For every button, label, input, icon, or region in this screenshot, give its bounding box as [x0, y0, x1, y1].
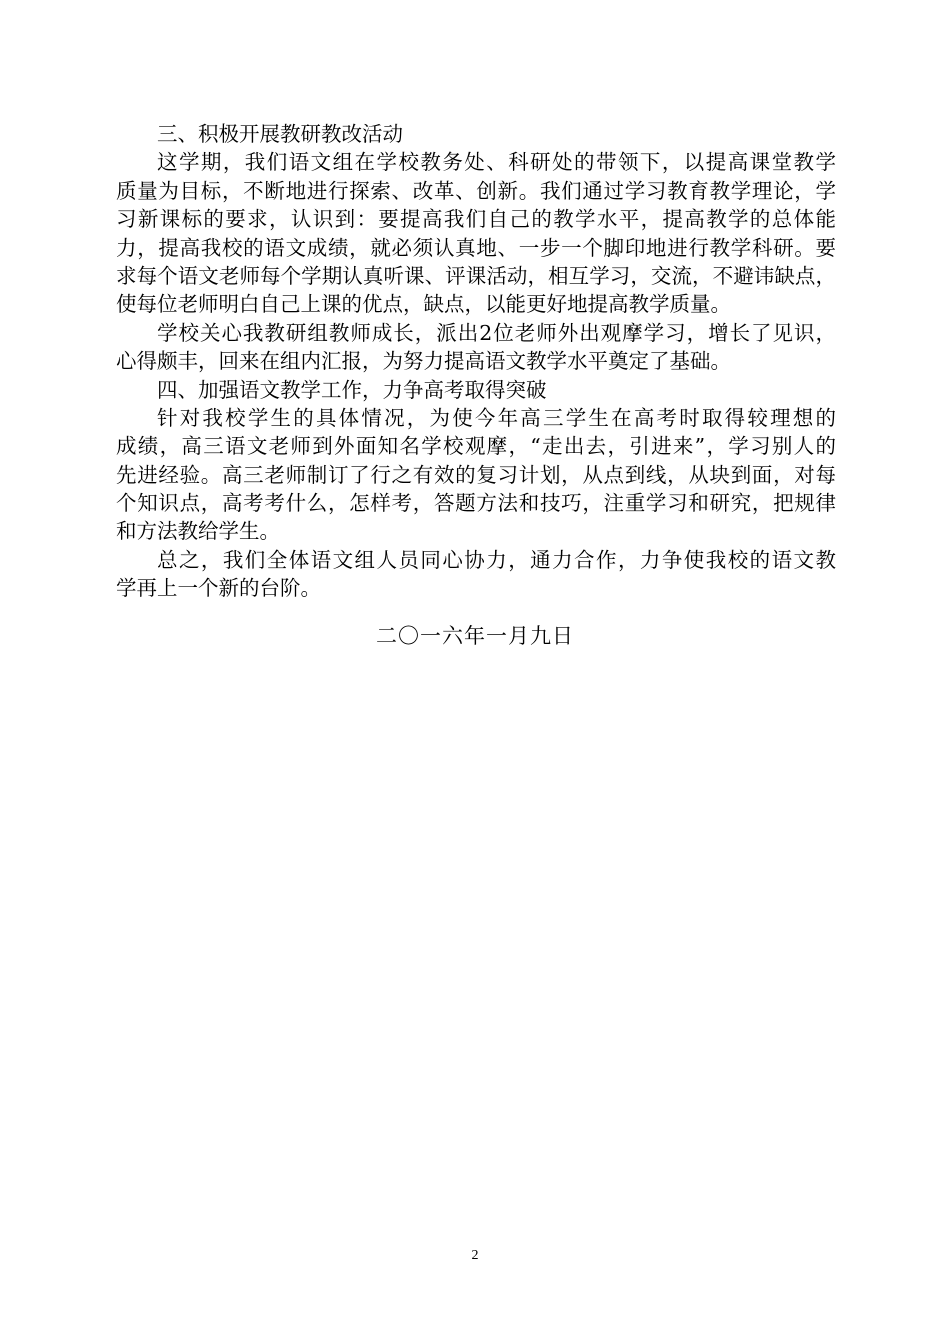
- paragraph-line: 学校关心我教研组教师成长，派出2位老师外出观摩学习，增长了见识，: [157, 320, 836, 345]
- paragraph-line: 先进经验。高三老师制订了行之有效的复习计划，从点到线，从块到面，对每: [116, 462, 836, 487]
- paragraph-line: 习新课标的要求，认识到：要提高我们自己的教学水平，提高教学的总体能: [116, 207, 836, 232]
- document-body: [116, 120, 836, 603]
- document-date: 二〇一六年一月九日: [376, 624, 574, 648]
- paragraph-line: 总之，我们全体语文组人员同心协力，通力合作，力争使我校的语文教: [157, 547, 836, 572]
- paragraph-line: 使每位老师明白自己上课的优点，缺点，以能更好地提高教学质量。: [116, 292, 731, 317]
- section-heading-3: 三、积极开展教研教改活动: [157, 122, 403, 146]
- paragraph-line: 求每个语文老师每个学期认真听课、评课活动，相互学习，交流，不避讳缺点，: [116, 263, 836, 288]
- paragraph-line: 成绩，高三语文老师到外面知名学校观摩，“走出去，引进来”，学习别人的: [116, 434, 836, 459]
- paragraph-line: 学再上一个新的台阶。: [116, 576, 321, 601]
- paragraph-line: 针对我校学生的具体情况，为使今年高三学生在高考时取得较理想的: [157, 405, 836, 430]
- paragraph-line: 个知识点，高考考什么，怎样考，答题方法和技巧，注重学习和研究，把规律: [116, 491, 836, 516]
- section-heading-4: 四、加强语文教学工作，力争高考取得突破: [157, 377, 547, 402]
- paragraph-line: 质量为目标，不断地进行探索、改革、创新。我们通过学习教育教学理论，学: [116, 178, 836, 203]
- paragraph-line: 力，提高我校的语文成绩，就必须认真地、一步一个脚印地进行教学科研。要: [116, 235, 836, 260]
- page-number: 2: [471, 1248, 479, 1263]
- paragraph-line: 心得颇丰，回来在组内汇报，为努力提高语文教学水平奠定了基础。: [116, 349, 731, 374]
- paragraph-line: 和方法教给学生。: [116, 519, 280, 544]
- paragraph-line: 这学期，我们语文组在学校教务处、科研处的带领下，以提高课堂教学: [157, 150, 836, 175]
